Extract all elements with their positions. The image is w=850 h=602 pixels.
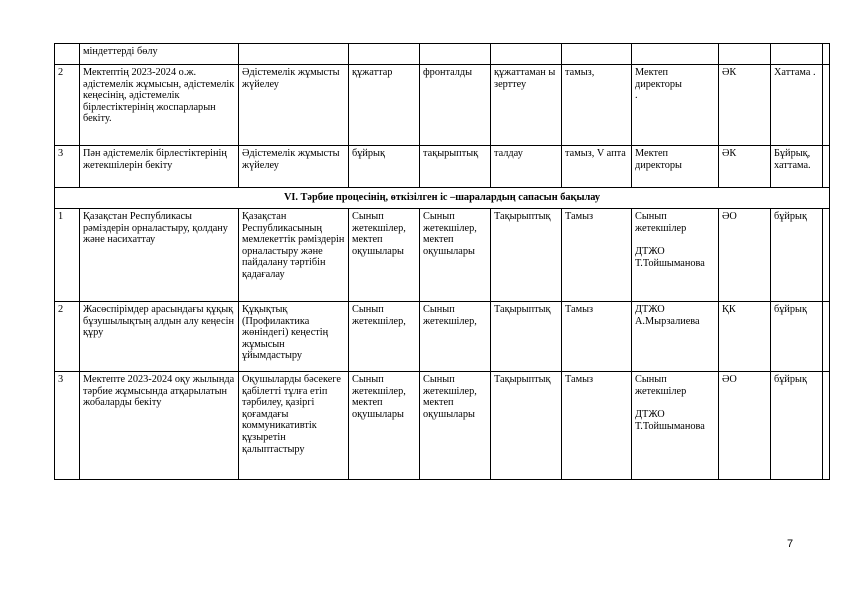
task-text: міндеттерді бөлу bbox=[80, 44, 239, 65]
table-row bbox=[55, 209, 830, 302]
review-place: ӘК bbox=[719, 65, 771, 146]
control-subject: Қазақстан Республикасы рәміздерін орналастыру, қолдану және насихаттау bbox=[80, 209, 239, 302]
control-date: тамыз, bbox=[562, 65, 632, 146]
control-type: Сынып жетекшілер, bbox=[420, 302, 491, 372]
responsible-name: Сынып жетекшілер bbox=[635, 211, 687, 234]
control-plan-table bbox=[54, 43, 830, 480]
section-header-row bbox=[55, 188, 830, 209]
section-title: VI. Тәрбие процесінің, өткізілген іс –шаралардың сапасын бақылау bbox=[55, 188, 830, 209]
control-object: Сынып жетекшілер, мектеп оқушылары bbox=[349, 372, 420, 480]
result-document: Бұйрық, хаттама. bbox=[771, 146, 823, 188]
responsible-name: Мектеп директоры bbox=[635, 148, 682, 171]
result-document: бұйрық bbox=[771, 302, 823, 372]
row-number: 3 bbox=[55, 146, 80, 188]
responsible-extra: . bbox=[635, 90, 638, 102]
control-object: бұйрық bbox=[349, 146, 420, 188]
row-number: 3 bbox=[55, 372, 80, 480]
control-type: Сынып жетекшілер, мектеп оқушылары bbox=[420, 209, 491, 302]
control-date: Тамыз bbox=[562, 372, 632, 480]
responsible-name: Сынып жетекшілер bbox=[635, 374, 687, 397]
row-number: 2 bbox=[55, 65, 80, 146]
responsible bbox=[632, 372, 719, 480]
control-date: Тамыз bbox=[562, 209, 632, 302]
control-subject: Мектептің 2023-2024 о.ж. әдістемелік жұмысын, әдістемелік кеңесінің, әдістемелік бірлестіктерінің жоспарларын бекіту. bbox=[80, 65, 239, 146]
responsible bbox=[632, 65, 719, 146]
control-type: Сынып жетекшілер, мектеп оқушылары bbox=[420, 372, 491, 480]
control-date: Тамыз bbox=[562, 302, 632, 372]
control-purpose: Әдістемелік жұмысты жүйелеу bbox=[239, 65, 349, 146]
result-document: бұйрық bbox=[771, 372, 823, 480]
control-object: Сынып жетекшілер, bbox=[349, 302, 420, 372]
control-object: құжаттар bbox=[349, 65, 420, 146]
responsible bbox=[632, 302, 719, 372]
control-type: тақырыптық bbox=[420, 146, 491, 188]
control-purpose: Әдістемелік жұмысты жүйелеу bbox=[239, 146, 349, 188]
responsible-name: Мектеп директоры bbox=[635, 67, 682, 90]
responsible-name: ДТЖО А.Мырзалиева bbox=[635, 304, 700, 327]
table-row bbox=[55, 146, 830, 188]
table-row bbox=[55, 65, 830, 146]
result-document: бұйрық bbox=[771, 209, 823, 302]
responsible-extra: ДТЖО Т.Тойшыманова bbox=[635, 409, 705, 432]
table-row bbox=[55, 372, 830, 480]
control-purpose: Оқушыларды бәсекеге қабілетті тұлға етіп тәрбилеу, қазіргі қоғамдағы коммуникативтік құзыретін қалыптастыру bbox=[239, 372, 349, 480]
control-object: Сынып жетекшілер, мектеп оқушылары bbox=[349, 209, 420, 302]
result-document: Хаттама . bbox=[771, 65, 823, 146]
table-row-continued bbox=[55, 44, 830, 65]
review-place: ӘО bbox=[719, 372, 771, 480]
responsible bbox=[632, 146, 719, 188]
control-purpose: Құқықтық (Профилактика жөніндегі) кеңестің жұмысын ұйымдастыру bbox=[239, 302, 349, 372]
control-date: тамыз, V апта bbox=[562, 146, 632, 188]
control-method: талдау bbox=[491, 146, 562, 188]
review-place: ҚК bbox=[719, 302, 771, 372]
page-number: 7 bbox=[787, 538, 794, 550]
responsible bbox=[632, 209, 719, 302]
responsible-extra: ДТЖО Т.Тойшыманова bbox=[635, 246, 705, 269]
review-place: ӘК bbox=[719, 146, 771, 188]
control-type: фронталды bbox=[420, 65, 491, 146]
control-subject: Пән әдістемелік бірлестіктерінің жетекшілерін бекіту bbox=[80, 146, 239, 188]
control-method: Тақырыптық bbox=[491, 372, 562, 480]
control-method: Тақырыптық bbox=[491, 302, 562, 372]
row-number: 1 bbox=[55, 209, 80, 302]
control-purpose: Қазақстан Республикасының мемлекеттік рәміздерін орналастыру және пайдалану тәртібін қадағалау bbox=[239, 209, 349, 302]
row-number: 2 bbox=[55, 302, 80, 372]
control-subject: Мектепте 2023-2024 оқу жылында тәрбие жұмысында атқарылатын жобаларды бекіту bbox=[80, 372, 239, 480]
review-place: ӘО bbox=[719, 209, 771, 302]
control-method: құжаттаман ы зерттеу bbox=[491, 65, 562, 146]
control-method: Тақырыптық bbox=[491, 209, 562, 302]
control-subject: Жасөспірімдер арасындағы құқық бұзушылықтың алдын алу кеңесін құру bbox=[80, 302, 239, 372]
table-row bbox=[55, 302, 830, 372]
